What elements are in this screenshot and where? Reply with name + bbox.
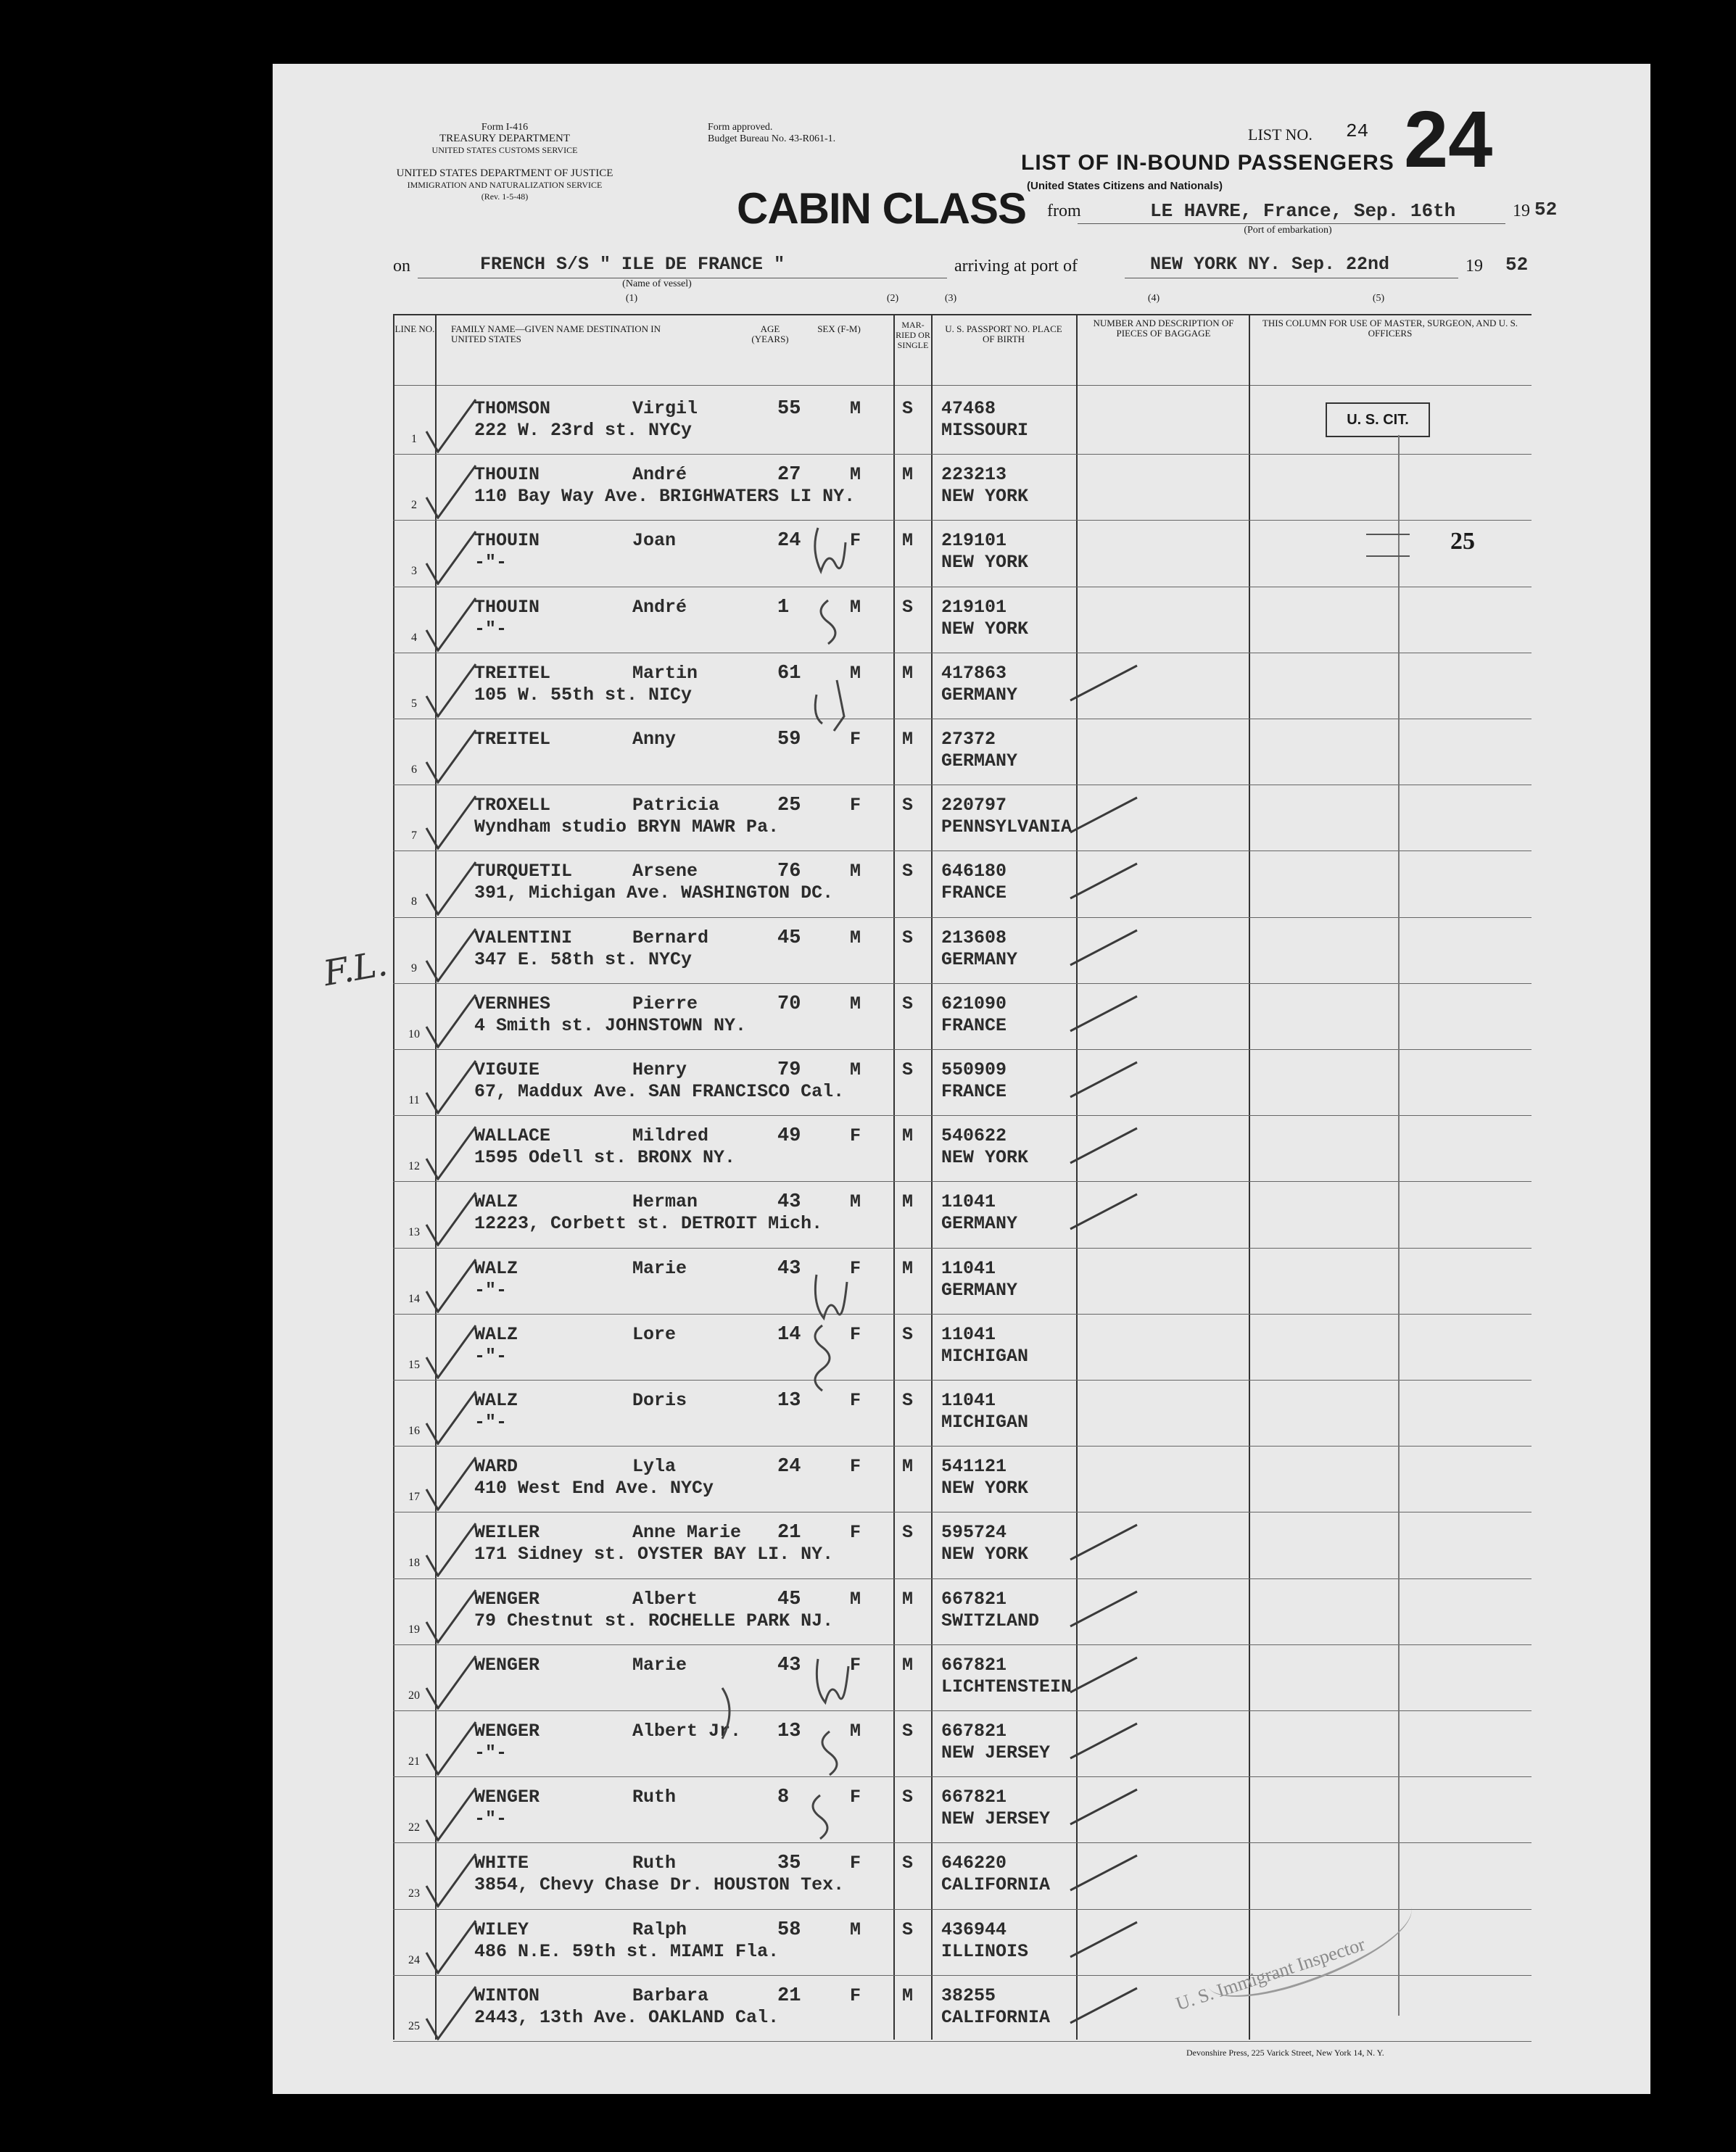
col-header-passport: U. S. PASSPORT NO. PLACE OF BIRTH: [945, 323, 1062, 344]
passport-number: 621090: [941, 993, 1007, 1014]
family-name: WALZ: [474, 1191, 518, 1213]
destination: 222 W. 23rd st. NYCy: [474, 420, 693, 441]
passport-number: 11041: [941, 1191, 996, 1213]
place-of-birth: NEW YORK: [941, 1478, 1029, 1499]
marital-status: S: [902, 993, 914, 1014]
given-name: Lyla: [632, 1456, 677, 1478]
age: 45: [777, 1588, 801, 1610]
given-name: Bernard: [632, 927, 709, 948]
passport-number: 38255: [941, 1985, 996, 2006]
family-name: THOUIN: [474, 464, 540, 486]
sex: F: [850, 1456, 861, 1478]
passport-number: 11041: [941, 1323, 996, 1345]
place-of-birth: GERMANY: [941, 1279, 1018, 1301]
given-name: Marie: [632, 1257, 687, 1279]
sex: F: [850, 1390, 861, 1411]
margin-note: F.L.: [320, 943, 391, 995]
year-1: 19: [1513, 202, 1530, 220]
marital-status: S: [902, 795, 914, 816]
sex: F: [850, 1323, 861, 1345]
col-number-3: (3): [944, 293, 957, 304]
age: 49: [777, 1125, 801, 1148]
given-name: Virgil: [632, 398, 698, 419]
destination: -"-: [474, 552, 508, 574]
printer-credit: Devonshire Press, 225 Varick Street, New York 14, N. Y.: [1186, 2048, 1384, 2058]
on-label: on: [393, 257, 410, 276]
place-of-birth: CALIFORNIA: [941, 2006, 1051, 2028]
sex: M: [850, 927, 861, 948]
place-of-birth: PENNSYLVANIA: [941, 816, 1072, 838]
col-number-5: (5): [1372, 293, 1385, 304]
age: 43: [777, 1654, 801, 1676]
age: 24: [777, 530, 801, 553]
passport-number: 47468: [941, 398, 996, 419]
sex: M: [850, 464, 861, 486]
form-dept: TREASURY DEPARTMENT: [439, 133, 571, 144]
arriving-label: arriving at port of: [954, 257, 1078, 276]
age: 58: [777, 1919, 801, 1941]
age: 14: [777, 1323, 801, 1346]
sex: M: [850, 1588, 861, 1610]
col-header-officers: THIS COLUMN FOR USE OF MASTER, SURGEON, AND U. S. OFFICERS: [1262, 318, 1518, 339]
line-number: 14: [408, 1292, 420, 1305]
col-header-sex: SEX (F-M): [817, 323, 861, 334]
marital-status: M: [902, 464, 914, 486]
place-of-birth: GERMANY: [941, 1213, 1018, 1235]
given-name: Ruth: [632, 1853, 677, 1874]
sex: F: [850, 795, 861, 816]
marital-status: S: [902, 1721, 914, 1742]
line-number: 17: [408, 1491, 420, 1504]
place-of-birth: NEW JERSEY: [941, 1808, 1051, 1830]
passport-number: 11041: [941, 1390, 996, 1411]
marital-status: M: [902, 1456, 914, 1478]
given-name: Arsene: [632, 861, 698, 882]
destination: 1595 Odell st. BRONX NY.: [474, 1147, 736, 1169]
age: 21: [777, 1522, 801, 1544]
family-name: VIGUIE: [474, 1059, 540, 1080]
marital-status: M: [902, 530, 914, 552]
destination: 391, Michigan Ave. WASHINGTON DC.: [474, 882, 834, 904]
family-name: WENGER: [474, 1654, 540, 1676]
from-label: from: [1047, 202, 1081, 220]
age: 24: [777, 1456, 801, 1478]
line-number: 21: [408, 1755, 420, 1768]
sex: M: [850, 1059, 861, 1080]
marital-status: M: [902, 1191, 914, 1213]
sex: M: [850, 1919, 861, 1940]
destination: 171 Sidney st. OYSTER BAY LI. NY.: [474, 1544, 834, 1565]
line-number: 20: [408, 1689, 420, 1702]
family-name: THOUIN: [474, 530, 540, 552]
family-name: WILEY: [474, 1919, 529, 1940]
family-name: WALZ: [474, 1323, 518, 1345]
marital-status: M: [902, 729, 914, 750]
place-of-birth: NEW YORK: [941, 486, 1029, 508]
passport-number: 550909: [941, 1059, 1007, 1080]
sex: M: [850, 1721, 861, 1742]
year-2-suffix: 52: [1505, 254, 1529, 276]
place-of-birth: CALIFORNIA: [941, 1874, 1051, 1896]
place-of-birth: GERMANY: [941, 684, 1018, 705]
sex: M: [850, 861, 861, 882]
sex: M: [850, 596, 861, 618]
family-name: WALZ: [474, 1257, 518, 1279]
age: 13: [777, 1721, 801, 1742]
sex: F: [850, 729, 861, 750]
age: 76: [777, 861, 801, 883]
line-number: 22: [408, 1821, 420, 1834]
age: 59: [777, 729, 801, 750]
form-rev: (Rev. 1-5-48): [481, 191, 529, 202]
sex: M: [850, 993, 861, 1014]
port-arrival: NEW YORK NY. Sep. 22nd: [1150, 254, 1390, 275]
given-name: Patricia: [632, 795, 720, 816]
list-number-typed: 24: [1346, 120, 1369, 142]
family-name: VERNHES: [474, 993, 551, 1014]
age: 61: [777, 662, 801, 684]
passport-number: 436944: [941, 1919, 1007, 1940]
sex: F: [850, 1522, 861, 1544]
destination: Wyndham studio BRYN MAWR Pa.: [474, 816, 780, 838]
vessel-note: (Name of vessel): [622, 278, 692, 289]
line-number: 11: [408, 1094, 420, 1106]
age: 27: [777, 464, 801, 487]
destination: 486 N.E. 59th st. MIAMI Fla.: [474, 1940, 780, 1962]
age: 8: [777, 1787, 790, 1809]
given-name: Martin: [632, 662, 698, 684]
form-ins: IMMIGRATION AND NATURALIZATION SERVICE: [407, 180, 603, 190]
destination: 4 Smith st. JOHNSTOWN NY.: [474, 1014, 747, 1036]
family-name: WARD: [474, 1456, 518, 1478]
place-of-birth: MICHIGAN: [941, 1345, 1029, 1367]
destination: 410 West End Ave. NYCy: [474, 1478, 714, 1499]
given-name: Ruth: [632, 1787, 677, 1808]
age: 43: [777, 1257, 801, 1280]
marital-status: M: [902, 1588, 914, 1610]
inspector-stamp: U. S. Immigrant Inspector: [1173, 1933, 1368, 2015]
sex: M: [850, 1191, 861, 1213]
given-name: Anne Marie: [632, 1522, 742, 1544]
age: 79: [777, 1059, 801, 1081]
destination: 79 Chestnut st. ROCHELLE PARK NJ.: [474, 1610, 834, 1631]
family-name: WALZ: [474, 1390, 518, 1411]
age: 13: [777, 1390, 801, 1412]
passport-number: 667821: [941, 1654, 1007, 1676]
us-citizen-stamp: U. S. CIT.: [1326, 402, 1430, 437]
place-of-birth: FRANCE: [941, 882, 1007, 904]
line-number: 7: [411, 829, 417, 843]
form-number: Form I-416: [481, 122, 529, 133]
passport-number: 667821: [941, 1787, 1007, 1808]
list-title: LIST OF IN-BOUND PASSENGERS: [1021, 151, 1394, 175]
line-number: 9: [411, 961, 417, 974]
line-number: 18: [408, 1557, 420, 1570]
passport-number: 223213: [941, 464, 1007, 486]
col-header-baggage: NUMBER AND DESCRIPTION OF PIECES OF BAGGAGE: [1093, 318, 1234, 339]
sex: M: [850, 662, 861, 684]
family-name: TREITEL: [474, 729, 551, 750]
age: 35: [777, 1853, 801, 1875]
marital-status: S: [902, 1787, 914, 1808]
place-of-birth: NEW JERSEY: [941, 1742, 1051, 1763]
place-of-birth: NEW YORK: [941, 552, 1029, 574]
passport-number: 540622: [941, 1125, 1007, 1147]
list-subtitle: (United States Citizens and Nationals): [1027, 180, 1223, 192]
passport-number: 646220: [941, 1853, 1007, 1874]
line-number: 2: [411, 499, 417, 512]
line-number: 25: [408, 2019, 420, 2032]
place-of-birth: MICHIGAN: [941, 1412, 1029, 1433]
year-2: 19: [1466, 257, 1483, 276]
sex: F: [850, 530, 861, 552]
marital-status: S: [902, 1919, 914, 1940]
marital-status: M: [902, 1257, 914, 1279]
given-name: Joan: [632, 530, 677, 552]
line-number: 13: [408, 1226, 420, 1239]
passport-number: 595724: [941, 1522, 1007, 1544]
marital-status: S: [902, 1390, 914, 1411]
given-name: Mildred: [632, 1125, 709, 1147]
passport-number: 220797: [941, 795, 1007, 816]
sex: F: [850, 1125, 861, 1147]
form-justice: UNITED STATES DEPARTMENT OF JUSTICE: [396, 167, 613, 179]
place-of-birth: NEW YORK: [941, 618, 1029, 640]
family-name: VALENTINI: [474, 927, 573, 948]
destination: -"-: [474, 1808, 508, 1830]
given-name: Herman: [632, 1191, 698, 1213]
class-stamp: CABIN CLASS: [737, 184, 1027, 233]
vessel-name: FRENCH S/S " ILE DE FRANCE ": [480, 254, 785, 275]
family-name: TREITEL: [474, 662, 551, 684]
col-number-1: (1): [625, 293, 638, 304]
line-number: 8: [411, 895, 417, 909]
line-number: 10: [408, 1027, 420, 1040]
destination: -"-: [474, 1345, 508, 1367]
given-name: Lore: [632, 1323, 677, 1345]
given-name: Pierre: [632, 993, 698, 1014]
year-1-suffix: 52: [1534, 199, 1558, 220]
line-number: 24: [408, 1953, 420, 1966]
place-of-birth: NEW YORK: [941, 1147, 1029, 1169]
family-name: WENGER: [474, 1588, 540, 1610]
marital-status: M: [902, 1985, 914, 2006]
marital-status: S: [902, 398, 914, 419]
family-name: WINTON: [474, 1985, 540, 2006]
given-name: Doris: [632, 1390, 687, 1411]
form-approval-2: Budget Bureau No. 43-R061-1.: [708, 133, 836, 144]
destination: 105 W. 55th st. NICy: [474, 684, 693, 705]
form-approval-1: Form approved.: [708, 122, 773, 133]
col-header-married: MAR-RIED OR SINGLE: [896, 320, 930, 350]
marital-status: S: [902, 1853, 914, 1874]
family-name: THOMSON: [474, 398, 551, 419]
col-number-4: (4): [1147, 293, 1160, 304]
sex: F: [850, 1853, 861, 1874]
col-header-age: AGE (YEARS): [751, 323, 789, 344]
sex: F: [850, 1654, 861, 1676]
sex: M: [850, 398, 861, 419]
passport-number: 11041: [941, 1257, 996, 1279]
col-number-2: (2): [886, 293, 899, 304]
passport-number: 417863: [941, 662, 1007, 684]
embark-note: (Port of embarkation): [1244, 225, 1332, 236]
destination: 347 E. 58th st. NYCy: [474, 948, 693, 970]
marital-status: S: [902, 596, 914, 618]
line-number: 16: [408, 1425, 420, 1437]
destination: 110 Bay Way Ave. BRIGHWATERS LI NY.: [474, 486, 856, 508]
sex: F: [850, 1257, 861, 1279]
line-number: 19: [408, 1623, 420, 1636]
sex: F: [850, 1985, 861, 2006]
destination: -"-: [474, 1742, 508, 1763]
line-number: 4: [411, 631, 417, 644]
family-name: WEILER: [474, 1522, 540, 1544]
place-of-birth: GERMANY: [941, 948, 1018, 970]
form-service: UNITED STATES CUSTOMS SERVICE: [431, 145, 578, 155]
destination: 2443, 13th Ave. OAKLAND Cal.: [474, 2006, 780, 2028]
place-of-birth: FRANCE: [941, 1014, 1007, 1036]
marital-status: S: [902, 861, 914, 882]
passport-number: 667821: [941, 1721, 1007, 1742]
destination: 12223, Corbett st. DETROIT Mich.: [474, 1213, 823, 1235]
list-label: LIST NO.: [1248, 125, 1313, 144]
age: 70: [777, 993, 801, 1015]
marital-status: S: [902, 927, 914, 948]
given-name: André: [632, 464, 687, 486]
family-name: WENGER: [474, 1721, 540, 1742]
port-embarkation: LE HAVRE, France, Sep. 16th: [1150, 200, 1456, 222]
given-name: Ralph: [632, 1919, 687, 1940]
line-number: 3: [411, 565, 417, 578]
destination: 3854, Chevy Chase Dr. HOUSTON Tex.: [474, 1874, 845, 1896]
age: 25: [777, 795, 801, 817]
place-of-birth: MISSOURI: [941, 420, 1029, 441]
destination: -"-: [474, 1412, 508, 1433]
given-name: André: [632, 596, 687, 618]
line-number: 15: [408, 1358, 420, 1371]
destination: -"-: [474, 1279, 508, 1301]
family-name: WALLACE: [474, 1125, 551, 1147]
age: 55: [777, 398, 801, 420]
line-number: 1: [411, 433, 417, 445]
place-of-birth: NEW YORK: [941, 1544, 1029, 1565]
count-note: 25: [1450, 528, 1475, 555]
col-header-name: FAMILY NAME—GIVEN NAME DESTINATION IN UNITED STATES: [451, 323, 661, 344]
manifest-page: [273, 64, 1650, 2094]
family-name: WENGER: [474, 1787, 540, 1808]
destination: -"-: [474, 618, 508, 640]
line-number: 12: [408, 1160, 420, 1173]
age: 21: [777, 1985, 801, 2007]
given-name: Anny: [632, 729, 677, 750]
list-number-stamp: 24: [1404, 95, 1493, 184]
marital-status: S: [902, 1522, 914, 1544]
passport-number: 27372: [941, 729, 996, 750]
sex: F: [850, 1787, 861, 1808]
passport-number: 541121: [941, 1456, 1007, 1478]
family-name: THOUIN: [474, 596, 540, 618]
col-header-line: LINE NO.: [394, 323, 435, 334]
handwritten-marks: [273, 64, 1650, 2094]
given-name: Barbara: [632, 1985, 709, 2006]
family-name: WHITE: [474, 1853, 529, 1874]
family-name: TURQUETIL: [474, 861, 573, 882]
place-of-birth: SWITZLAND: [941, 1610, 1040, 1631]
passport-number: 667821: [941, 1588, 1007, 1610]
given-name: Albert: [632, 1588, 698, 1610]
line-number: 6: [411, 763, 417, 776]
passport-number: 219101: [941, 530, 1007, 552]
line-number: 23: [408, 1887, 420, 1900]
marital-status: M: [902, 1654, 914, 1676]
marital-status: S: [902, 1059, 914, 1080]
given-name: Henry: [632, 1059, 687, 1080]
place-of-birth: GERMANY: [941, 750, 1018, 771]
destination: 67, Maddux Ave. SAN FRANCISCO Cal.: [474, 1081, 845, 1102]
place-of-birth: FRANCE: [941, 1081, 1007, 1102]
given-name: Albert Jr.: [632, 1721, 742, 1742]
age: 43: [777, 1191, 801, 1214]
passport-number: 213608: [941, 927, 1007, 948]
passport-number: 219101: [941, 596, 1007, 618]
place-of-birth: LICHTENSTEIN: [941, 1676, 1072, 1697]
marital-status: M: [902, 1125, 914, 1147]
age: 45: [777, 927, 801, 949]
line-number: 5: [411, 697, 417, 710]
passport-number: 646180: [941, 861, 1007, 882]
place-of-birth: ILLINOIS: [941, 1940, 1029, 1962]
age: 1: [777, 596, 790, 618]
given-name: Marie: [632, 1654, 687, 1676]
marital-status: S: [902, 1323, 914, 1345]
family-name: TROXELL: [474, 795, 551, 816]
marital-status: M: [902, 662, 914, 684]
